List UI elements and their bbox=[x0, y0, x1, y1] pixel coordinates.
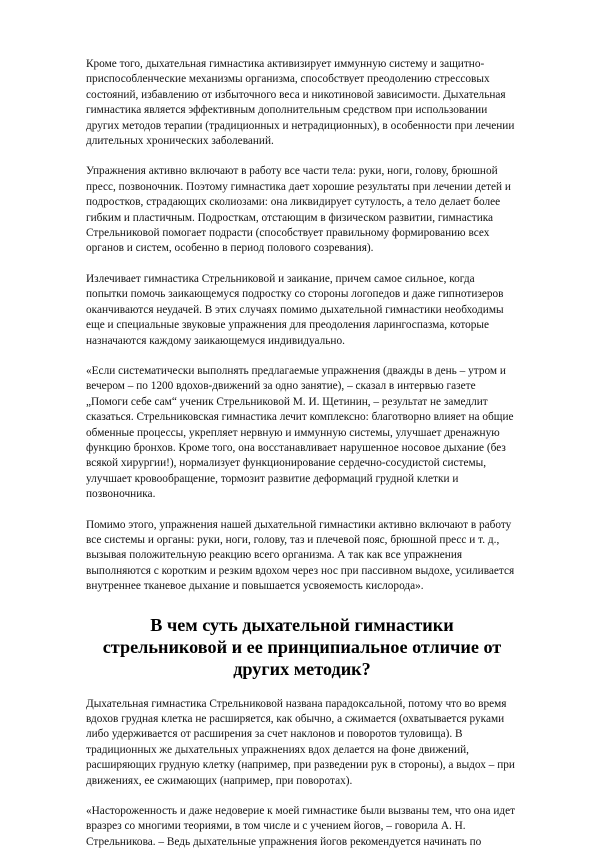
paragraph-paradoxical: Дыхательная гимнастика Стрельниковой названа парадоксальной, потому что во время вдохов грудная клетка не расширяется, как обычно, а сжимается (охватывается руками либо удерживается от расширения за счет наклонов и поворотов туловища). В традиционных же дыхательных упражнениях вдох делается на фоне движений, расширяющих грудную клетку (например, при разведении рук в стороны), а выдох – при движениях, ее сжимающих (например, при поворотах). bbox=[86, 697, 515, 787]
paragraph-stuttering: Излечивает гимнастика Стрельниковой и заикание, причем самое сильное, когда попытки помочь заикающемуся подростку со стороны логопедов и даже гипнотизеров оканчиваются неудачей. В этих случаях помимо дыхательной гимнастики необходимы еще и специальные звуковые упражнения для преодоления ларингоспазма, которые назначаются каждому заикающемуся индивидуально. bbox=[86, 272, 504, 347]
document-body bbox=[86, 57, 518, 850]
paragraph-immune-system: Кроме того, дыхательная гимнастика активизирует иммунную систему и защитно-приспособленческие механизмы организма, способствует преодолению стрессовых состояний, избавлению от избыточного веса и никотиновой зависимости. Дыхательная гимнастика является эффективным дополнительным средством при использовании других методов терапии (традиционных и нетрадиционных), в особенности при лечении длительных хронических заболеваний. bbox=[86, 58, 515, 148]
paragraph-systems-organs: Помимо этого, упражнения нашей дыхательной гимнастики активно включают в работу все системы и органы: руки, ноги, голову, таз и плечевой пояс, брюшной пресс и т. д., вызывая положительную реакцию всего организма. А так как все упражнения выполняются с коротким и резким вдохом через нос при пассивном выдохе, усиливается внутреннее тканевое дыхание и повышается усвояемость кислорода». bbox=[86, 518, 515, 593]
paragraph-shchetinin-quote: «Если систематически выполнять предлагаемые упражнения (дважды в день – утром и вечером – по 1200 вдохов-движений за одно занятие), – сказал в интервью газете „Помоги себе сам“ ученик Стрельниковой М. И. Щетинин, – результат не замедлит сказаться. Стрельниковская гимнастика лечит комплексно: благотворно влияет на общие обменные процессы, укрепляет нервную и иммунную системы, улучшает дренажную функцию бронхов. Кроме того, она восстанавливает нарушенное носовое дыхание (без всякой хирургии!), нормализует функционирование сердечно-сосудистой системы, улучшает кровообращение, тормозит развитие деформаций грудной клетки и позвоночника. bbox=[86, 364, 514, 501]
paragraph-strelnikova-quote: «Настороженность и даже недоверие к моей гимнастике были вызваны тем, что она идет вразрез со многими теориями, в том числе и с учением йогов, – говорила А. Н. Стрельникова. – Ведь дыхательные упражнения йогов рекомендуется начинать по bbox=[86, 805, 516, 848]
paragraph-body-parts: Упражнения активно включают в работу все части тела: руки, ноги, голову, брюшной пресс, позвоночник. Поэтому гимнастика дает хорошие результаты при лечении детей и подростков, страдающих сколиозами: она ликвидирует сутулость, а тело делает более гибким и пластичным. Подросткам, отстающим в физическом развитии, гимнастика Стрельниковой помогает подрасти (способствует правильному формированию всех органов и систем, особенно в период полового созревания). bbox=[86, 165, 511, 255]
section-heading: В чем суть дыхательной гимнастики стрельниковой и ее принципиальное отличие от других методик? bbox=[102, 614, 502, 679]
